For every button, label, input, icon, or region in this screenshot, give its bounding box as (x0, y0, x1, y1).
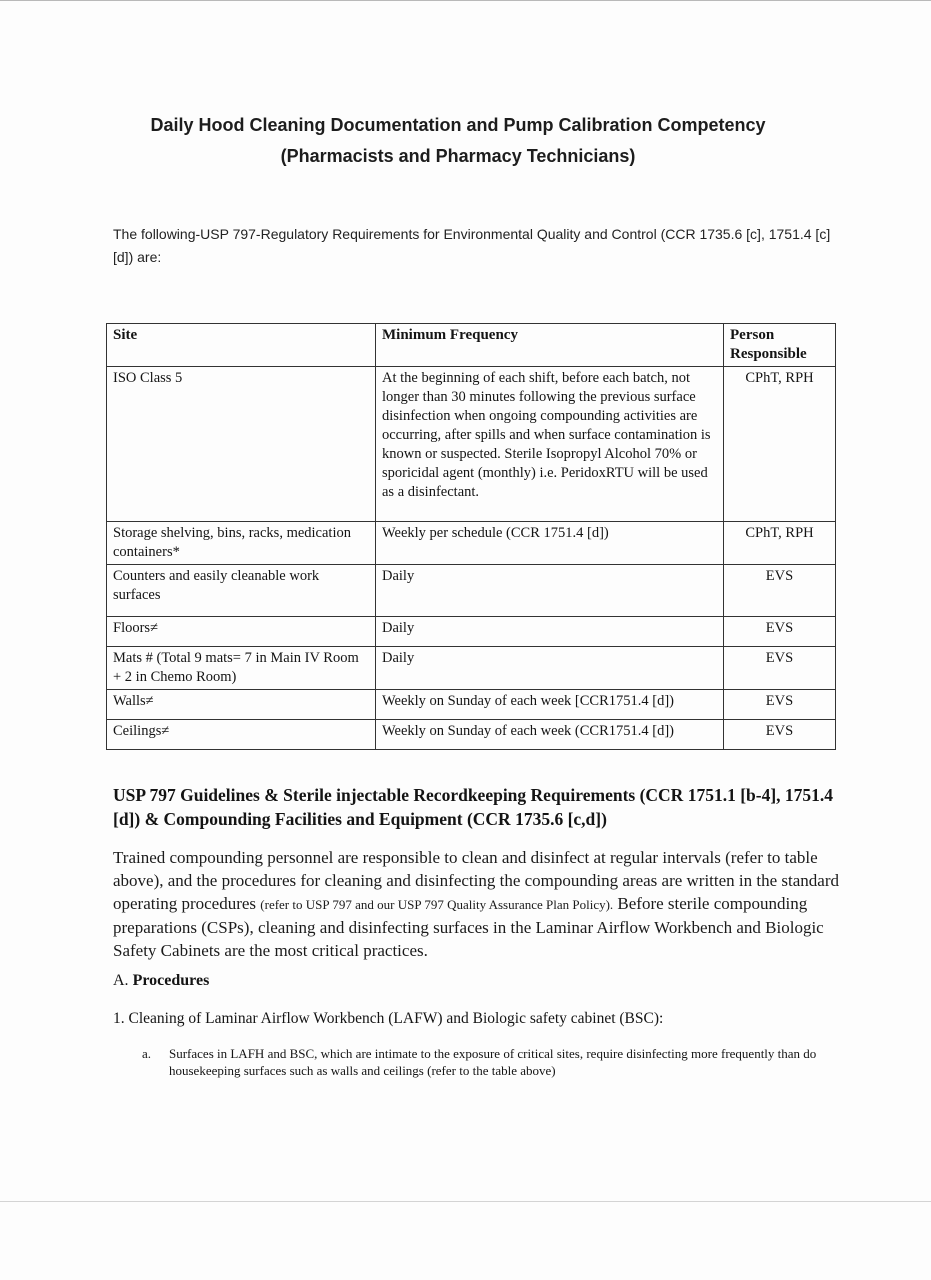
requirements-table (106, 323, 836, 750)
cell-frequency: Weekly per schedule (CCR 1751.4 [d]) (376, 522, 724, 565)
table-row (107, 617, 836, 647)
section-heading: USP 797 Guidelines & Sterile injectable Recordkeeping Requirements (CCR 1751.1 [b-4], 1751.4 [d]) & Compounding Facilities and Equipment (CCR 1735.6 [c,d]) (113, 785, 834, 829)
cell-site: Walls≠ (107, 690, 376, 720)
title-line-2: (Pharmacists and Pharmacy Technicians) (280, 146, 636, 166)
procedures-title: Procedures (132, 972, 210, 989)
item-a-marker: a. (142, 1046, 152, 1061)
table-row (107, 565, 836, 617)
item-a-text: Surfaces in LAFH and BSC, which are intimate to the exposure of critical sites, require disinfecting more frequently than do housekeeping surfaces such as walls and ceilings (refer to the table above) (169, 1046, 817, 1078)
cell-frequency: Daily (376, 565, 724, 617)
document-title (60, 110, 856, 172)
cell-site: ISO Class 5 (107, 367, 376, 522)
cell-person: EVS (724, 617, 836, 647)
cell-site: Storage shelving, bins, racks, medication containers* (107, 522, 376, 565)
cell-person: EVS (724, 565, 836, 617)
scan-edge-bottom (0, 1201, 931, 1202)
table-row (107, 522, 836, 565)
cell-site: Ceilings≠ (107, 720, 376, 750)
intro-text: The following-USP 797-Regulatory Requirements for Environmental Quality and Control (CCR 1735.6 [c], 1751.4 [c] [d]) are: (113, 226, 831, 265)
procedures-heading (113, 970, 209, 992)
table-row (107, 690, 836, 720)
table-row (107, 647, 836, 690)
cell-person: EVS (724, 690, 836, 720)
cell-frequency: Weekly on Sunday of each week (CCR1751.4 [d]) (376, 720, 724, 750)
cell-site: Mats # (Total 9 mats= 7 in Main IV Room + 2 in Chemo Room) (107, 647, 376, 690)
scan-edge-top (0, 0, 931, 1)
cell-frequency: Daily (376, 647, 724, 690)
cell-person: CPhT, RPH (724, 522, 836, 565)
cell-person: EVS (724, 647, 836, 690)
procedures-marker: A. (113, 972, 129, 989)
header-site: Site (107, 324, 376, 367)
cell-frequency: At the beginning of each shift, before each batch, not longer than 30 minutes following the previous surface disinfection when ongoing compounding activities are occurring, after spills and when surface contamination is known or suspected. Sterile Isopropyl Alcohol 70% or sporicidal agent (monthly) i.e. PeridoxRTU will be used as a disinfectant. (376, 367, 724, 522)
cell-site: Floors≠ (107, 617, 376, 647)
paragraph-reference: (refer to USP 797 and our USP 797 Quality Assurance Plan Policy). (260, 897, 614, 912)
cell-site: Counters and easily cleanable work surfaces (107, 565, 376, 617)
header-minimum-frequency: Minimum Frequency (376, 324, 724, 367)
paragraph-part-1: Trained compounding personnel are responsible to clean and disinfect at regular intervals (refer to table above), and the procedures for cleaning and disinfecting the compounding areas are written in the standard operating procedures (113, 848, 840, 913)
body-paragraph (113, 846, 843, 962)
procedure-item-1: 1. Cleaning of Laminar Airflow Workbench (LAFW) and Biologic safety cabinet (BSC): (113, 1010, 664, 1027)
cell-frequency: Daily (376, 617, 724, 647)
table-header-row (107, 324, 836, 367)
table-row (107, 720, 836, 750)
table-row (107, 367, 836, 522)
paragraph-part-2: Before sterile compounding preparations (CSPs), cleaning and disinfecting surfaces in the Laminar Airflow Workbench and Biologic Safety Cabinets are the most critical practices. (113, 894, 824, 960)
cell-person: CPhT, RPH (724, 367, 836, 522)
header-person-responsible: Person Responsible (724, 324, 836, 367)
cell-person: EVS (724, 720, 836, 750)
title-line-1: Daily Hood Cleaning Documentation and Pump Calibration Competency (150, 115, 766, 135)
cell-frequency: Weekly on Sunday of each week [CCR1751.4 [d]) (376, 690, 724, 720)
